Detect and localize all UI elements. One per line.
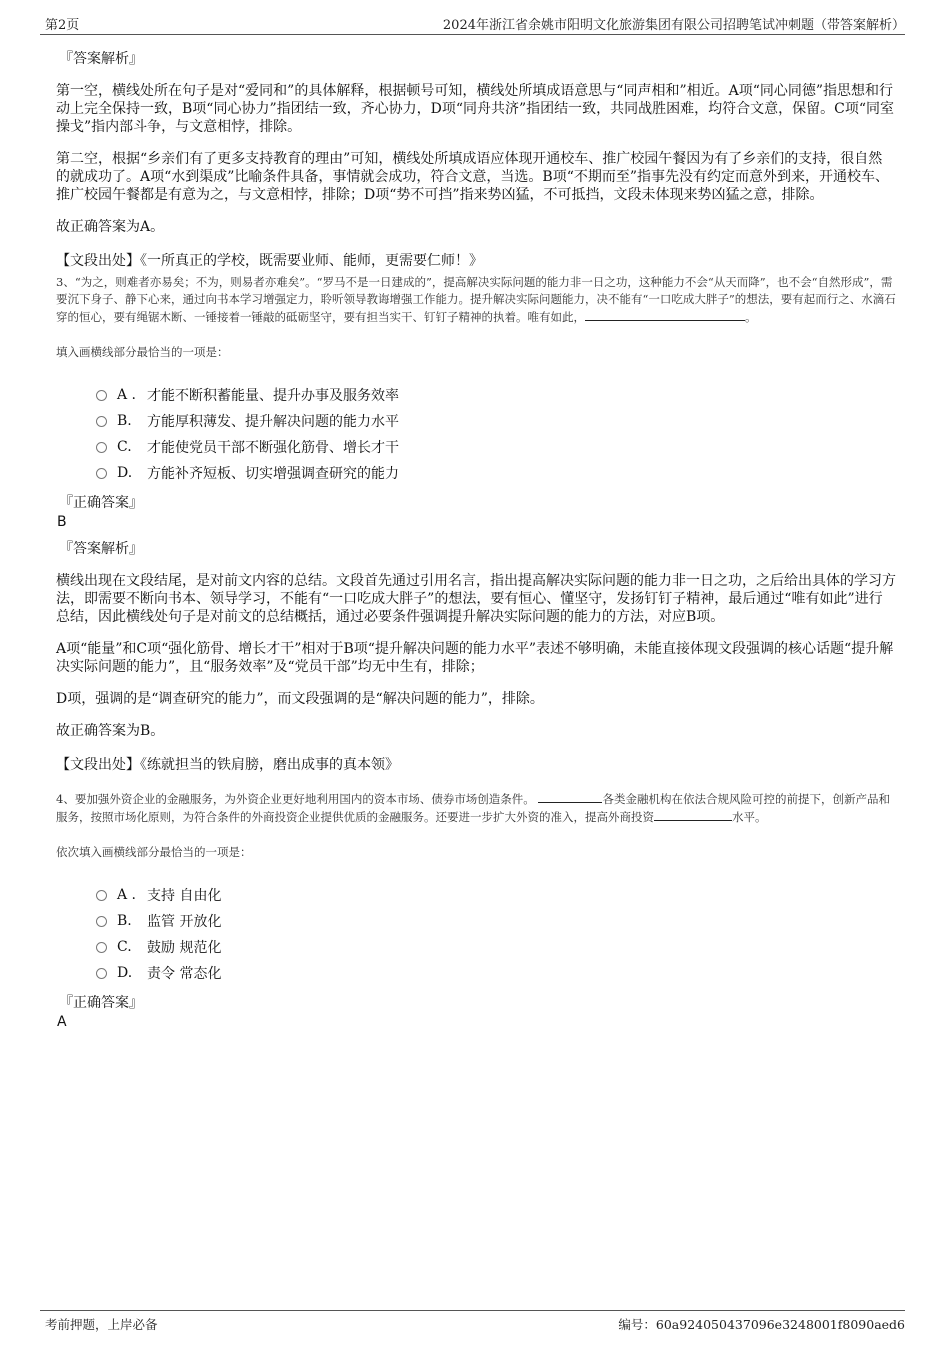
option-a[interactable]: A . 支持 自由化 — [96, 882, 896, 908]
analysis-conclusion: 故正确答案为A。 — [56, 219, 165, 235]
correct-answer-value: A — [57, 1014, 67, 1030]
radio-icon[interactable] — [96, 968, 107, 979]
page-content — [56, 48, 896, 1038]
analysis-label: 『答案解析』 — [59, 541, 143, 557]
option-b[interactable]: B. 方能厚积薄发、提升解决问题的能力水平 — [96, 408, 896, 434]
analysis-paragraph: 横线出现在文段结尾，是对前文内容的总结。文段首先通过引用名言，指出提高解决实际问题的能力非一日之功，之后给出具体的学习方法，即需要不断向书本、领导学习，不能有“一口吃成大胖子”的想法，要有恒心、懂坚守，发扬钉钉子精神，最后通过“唯有如此”进行总结，因此横线处句子是对前文的总结概括，通过必要条件强调提升解决实际问题的能力的方法，对应B项。 — [56, 573, 896, 625]
question-3-options — [96, 382, 896, 486]
option-c[interactable]: C. 才能使党员干部不断强化筋骨、增长才干 — [96, 434, 896, 460]
radio-icon[interactable] — [96, 468, 107, 479]
radio-icon[interactable] — [96, 890, 107, 901]
analysis-label: 『答案解析』 — [59, 51, 143, 67]
analysis-paragraph: A项“能量”和C项“强化筋骨、增长才干”相对于B项“提升解决问题的能力水平”表述不够明确，未能直接体现文段强调的核心话题“提升解决实际问题的能力”，且“服务效率”及“党员干部”均无中生有，排除； — [56, 641, 894, 675]
option-c[interactable]: C. 鼓励 规范化 — [96, 934, 896, 960]
analysis-paragraph: 第二空，根据“乡亲们有了更多支持教育的理由”可知，横线处所填成语应体现开通校车、推广校园午餐因为有了乡亲们的支持，很自然的就成功了。A项“水到渠成”比喻条件具备，事情就会成功，符合文意，当选。B项“不期而至”指事先没有约定而意外到来，开通校车、推广校园午餐都是有意为之，与文意相悖，排除；D项“势不可挡”指来势凶猛，不可抵挡，文段未体现来势凶猛之意，排除。 — [56, 151, 890, 203]
document-title: 2024年浙江省余姚市阳明文化旅游集团有限公司招聘笔试冲刺题（带答案解析） — [442, 18, 905, 33]
radio-icon[interactable] — [96, 942, 107, 953]
analysis-paragraph: 第一空，横线处所在句子是对“爱同和”的具体解释，根据顿号可知，横线处所填成语意思与“同声相和”相近。A项“同心同德”指思想和行动上完全保持一致，B项“同心协力”指团结一致，齐心协力，D项“同舟共济”指团结一致，共同战胜困难，均符合文意，保留。C项“同室操戈”指内部斗争，与文意相悖，排除。 — [56, 83, 895, 135]
fill-blank — [654, 808, 732, 821]
question-3-text: 3、“为之，则难者亦易矣；不为，则易者亦难矣”。“罗马不是一日建成的”，提高解决实际问题的能力非一日之功，这种能力不会“从天而降”，也不会“自然形成”，需要沉下身子、静下心来，通过向书本学习增强定力，聆听领导教诲增强工作能力。提升解决实际问题能力，决不能有“一口吃成大胖子”的想法，要有起而行之、水滴石穿的恒心，要有绳锯木断、一锤接着一锤敲的砥砺坚守，要有担当实干、钉钉子精神的执着。唯有如此， 。 — [56, 275, 896, 324]
correct-answer-value: B — [57, 514, 67, 530]
analysis-conclusion: 故正确答案为B。 — [56, 723, 165, 739]
fill-blank — [585, 308, 745, 321]
passage-source: 【文段出处】《练就担当的铁肩膀，磨出成事的真本领》 — [56, 757, 399, 773]
fill-blank — [538, 790, 602, 803]
correct-answer-label: 『正确答案』 — [59, 995, 143, 1011]
page-number: 第2页 — [45, 18, 80, 33]
passage-source: 【文段出处】《一所真正的学校，既需要业师、能师，更需要仁师！》 — [56, 253, 483, 269]
radio-icon[interactable] — [96, 390, 107, 401]
page-footer — [40, 1310, 905, 1333]
question-4-text: 4、要加强外资企业的金融服务，为外资企业更好地利用国内的资本市场、债券市场创造条件。 各类金融机构在依法合规风险可控的前提下，创新产品和服务，按照市场化原则，为符合条件的外商投资企业提供优质的金融服务。还要进一步扩大外资的准入，提高外商投资 水平。 — [56, 792, 890, 824]
question-4-prompt: 依次填入画横线部分最恰当的一项是： — [56, 845, 252, 859]
footer-slogan: 考前押题，上岸必备 — [45, 1317, 158, 1332]
question-3-prompt: 填入画横线部分最恰当的一项是： — [56, 345, 229, 359]
radio-icon[interactable] — [96, 442, 107, 453]
option-a[interactable]: A . 才能不断积蓄能量、提升办事及服务效率 — [96, 382, 896, 408]
option-d[interactable]: D. 方能补齐短板、切实增强调查研究的能力 — [96, 460, 896, 486]
option-b[interactable]: B. 监管 开放化 — [96, 908, 896, 934]
page-header — [40, 14, 905, 35]
question-4-options — [96, 882, 896, 986]
correct-answer-label: 『正确答案』 — [59, 495, 143, 511]
radio-icon[interactable] — [96, 416, 107, 427]
analysis-paragraph: D项，强调的是“调查研究的能力”，而文段强调的是“解决问题的能力”，排除。 — [56, 691, 544, 707]
option-d[interactable]: D. 责令 常态化 — [96, 960, 896, 986]
document-code: 编号：60a924050437096e3248001f8090aed6 — [618, 1317, 905, 1332]
radio-icon[interactable] — [96, 916, 107, 927]
